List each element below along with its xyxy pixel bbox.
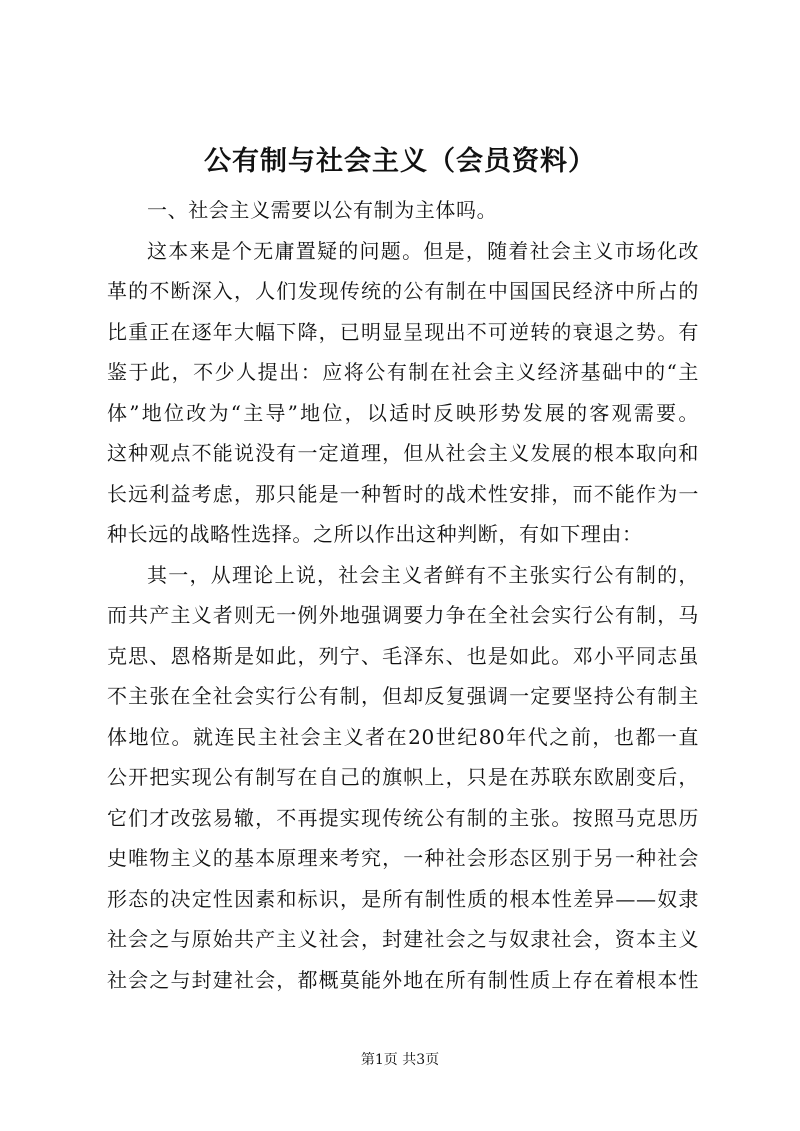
paragraph-line: 长远利益考虑，那只能是一种暂时的战术性安排，而不能作为一 bbox=[107, 481, 699, 506]
paragraph-line: 形态的决定性因素和标识，是所有制性质的根本性差异——奴隶 bbox=[107, 886, 699, 911]
paragraph-line: 而共产主义者则无一例外地强调要力争在全社会实行公有制，马 bbox=[107, 603, 699, 627]
document-title: 公有制与社会主义（会员资料） bbox=[204, 146, 596, 177]
paragraph-line: 种长远的战略性选择。之所以作出这种判断，有如下理由： bbox=[107, 522, 643, 546]
section-heading: 一、社会主义需要以公有制为主体吗。 bbox=[147, 198, 498, 222]
paragraph-line: 这本来是个无庸置疑的问题。但是，随着社会主义市场化改 bbox=[147, 238, 699, 263]
paragraph-line: 体”地位改为“主导”地位，以适时反映形势发展的客观需要。 bbox=[107, 400, 699, 425]
paragraph-line: 史唯物主义的基本原理来考究，一种社会形态区别于另一种社会 bbox=[107, 846, 699, 870]
paragraph-line: 革的不断深入，人们发现传统的公有制在中国国民经济中所占的 bbox=[107, 279, 699, 303]
paragraph-line: 这种观点不能说没有一定道理，但从社会主义发展的根本取向和 bbox=[107, 441, 699, 465]
paragraph-line: 比重正在逐年大幅下降，已明显呈现出不可逆转的衰退之势。有 bbox=[107, 319, 699, 344]
paragraph-line: 公开把实现公有制写在自己的旗帜上，只是在苏联东欧剧变后， bbox=[107, 765, 699, 789]
paragraph-line: 它们才改弦易辙，不再提实现传统公有制的主张。按照马克思历 bbox=[107, 805, 699, 830]
paragraph-line: 社会之与封建社会，都概莫能外地在所有制性质上存在着根本性 bbox=[107, 967, 699, 992]
page-number: 第1页 共3页 bbox=[360, 1052, 440, 1068]
paragraph-line: 体地位。就连民主社会主义者在20世纪80年代之前，也都一直 bbox=[107, 724, 699, 749]
paragraph-line: 不主张在全社会实行公有制，但却反复强调一定要坚持公有制主 bbox=[107, 684, 699, 708]
paragraph-line: 鉴于此，不少人提出：应将公有制在社会主义经济基础中的“主 bbox=[107, 360, 699, 384]
paragraph-line: 其一，从理论上说，社会主义者鲜有不主张实行公有制的， bbox=[147, 562, 699, 587]
paragraph-line: 社会之与原始共产主义社会，封建社会之与奴隶社会，资本主义 bbox=[107, 927, 699, 951]
paragraph-line: 克思、恩格斯是如此，列宁、毛泽东、也是如此。邓小平同志虽 bbox=[107, 643, 699, 668]
document-body bbox=[107, 190, 699, 1000]
